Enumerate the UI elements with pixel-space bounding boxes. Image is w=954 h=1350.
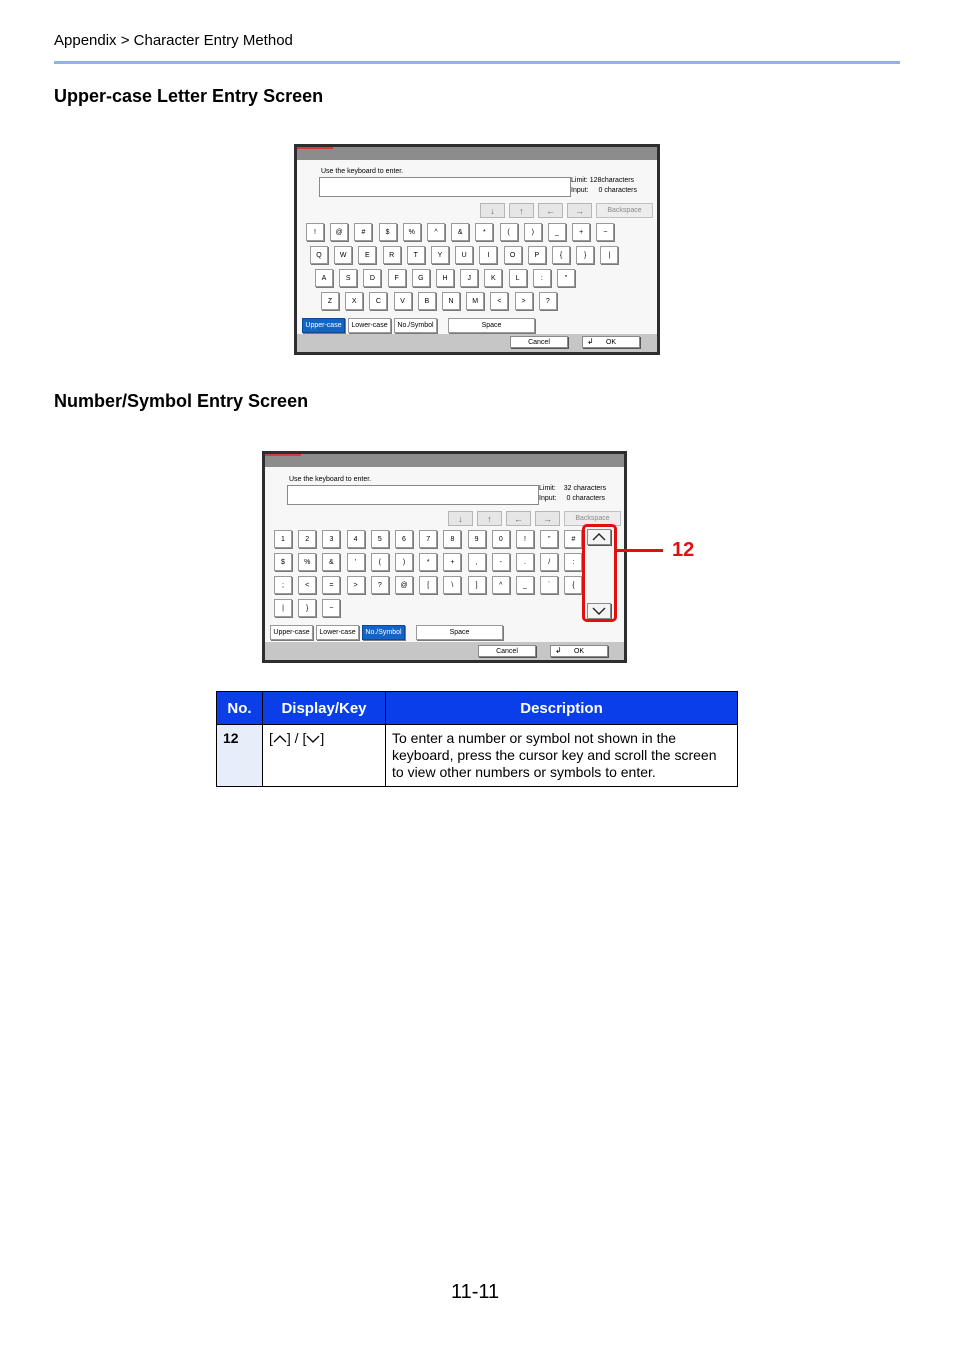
- keyboard-key[interactable]: _: [548, 223, 566, 241]
- keyboard-key[interactable]: F: [388, 269, 406, 287]
- enter-icon: ↲: [555, 646, 562, 655]
- keyboard-key[interactable]: }: [298, 599, 316, 617]
- keyboard-key[interactable]: I: [479, 246, 497, 264]
- row-number: 12: [217, 725, 263, 787]
- keyboard-key[interactable]: *: [475, 223, 493, 241]
- keyboard-key[interactable]: *: [419, 553, 437, 571]
- keyboard-key[interactable]: :: [533, 269, 551, 287]
- keyboard-key[interactable]: ;: [274, 576, 292, 594]
- keyboard-key[interactable]: {: [552, 246, 570, 264]
- keyboard-key[interactable]: K: [484, 269, 502, 287]
- keyboard-key[interactable]: R: [383, 246, 401, 264]
- chevron-down-icon: [306, 734, 320, 743]
- keyboard-key[interactable]: @: [395, 576, 413, 594]
- header-rule: [54, 61, 900, 64]
- keyboard-key[interactable]: {: [564, 576, 582, 594]
- keyboard-key[interactable]: >: [515, 292, 533, 310]
- keyboard-key[interactable]: M: [466, 292, 484, 310]
- ok-button[interactable]: [582, 336, 640, 348]
- keyboard-key[interactable]: ?: [371, 576, 389, 594]
- cursor-left-key[interactable]: ←: [506, 511, 531, 526]
- row-description: To enter a number or symbol not shown in the keyboard, press the cursor key and scroll the screen to view other numbers or symbols to enter.: [386, 725, 738, 787]
- text-input-field[interactable]: [319, 177, 571, 197]
- keyboard-key[interactable]: /: [540, 553, 558, 571]
- panel-header-bar: [265, 454, 624, 467]
- keyboard-key[interactable]: `: [540, 576, 558, 594]
- number-symbol-entry-screen: [262, 451, 627, 663]
- keyboard-key[interactable]: &: [322, 553, 340, 571]
- upper-case-mode-key[interactable]: Upper-case: [302, 318, 345, 333]
- limit-readout: Limit: 128characters: [571, 177, 635, 184]
- keyboard-key[interactable]: $: [379, 223, 397, 241]
- lower-case-mode-key[interactable]: Lower-case: [316, 625, 359, 640]
- header-description: Description: [386, 692, 738, 725]
- cursor-right-key[interactable]: →: [535, 511, 560, 526]
- keyboard-key[interactable]: N: [442, 292, 460, 310]
- upper-case-mode-key[interactable]: Upper-case: [270, 625, 313, 640]
- keyboard-key[interactable]: |: [600, 246, 618, 264]
- keyboard-key[interactable]: <: [490, 292, 508, 310]
- section-title-number-symbol: Number/Symbol Entry Screen: [54, 391, 309, 411]
- description-table: [216, 691, 738, 787]
- keyboard-key[interactable]: 8: [443, 530, 461, 548]
- keyboard-key[interactable]: ": [557, 269, 575, 287]
- cursor-down-key[interactable]: ↓: [448, 511, 473, 526]
- keyboard-key[interactable]: ": [540, 530, 558, 548]
- keyboard-key[interactable]: ~: [596, 223, 614, 241]
- keyboard-key[interactable]: 9: [468, 530, 486, 548]
- keyboard-key[interactable]: S: [339, 269, 357, 287]
- symbol-mode-key[interactable]: No./Symbol: [394, 318, 437, 333]
- keyboard-key[interactable]: %: [403, 223, 421, 241]
- scroll-keys-highlight: [582, 524, 617, 622]
- enter-icon: ↲: [587, 337, 594, 346]
- text-input-field[interactable]: [287, 485, 539, 505]
- lower-case-mode-key[interactable]: Lower-case: [348, 318, 391, 333]
- keyboard-area: [297, 160, 657, 334]
- space-key[interactable]: Space: [416, 625, 503, 640]
- keyboard-key[interactable]: .: [516, 553, 534, 571]
- keyboard-key[interactable]: 1: [274, 530, 292, 548]
- keyboard-key[interactable]: W: [334, 246, 352, 264]
- keyboard-key[interactable]: &: [451, 223, 469, 241]
- keyboard-key[interactable]: (: [500, 223, 518, 241]
- input-readout: Input: 0 characters: [539, 495, 606, 502]
- keyboard-key[interactable]: -: [492, 553, 510, 571]
- panel-footer: [297, 334, 657, 352]
- keyboard-key[interactable]: ): [395, 553, 413, 571]
- keyboard-key[interactable]: #: [354, 223, 372, 241]
- keyboard-key[interactable]: V: [394, 292, 412, 310]
- keyboard-key[interactable]: 3: [322, 530, 340, 548]
- keyboard-key[interactable]: G: [412, 269, 430, 287]
- callout-line: [617, 549, 663, 552]
- keyboard-key[interactable]: ': [347, 553, 365, 571]
- keyboard-key[interactable]: H: [436, 269, 454, 287]
- cursor-down-key[interactable]: ↓: [480, 203, 505, 218]
- keyboard-key[interactable]: :: [564, 553, 582, 571]
- keyboard-key[interactable]: Z: [321, 292, 339, 310]
- page-number: 11-11: [451, 1281, 500, 1303]
- section-title-upper-case: Upper-case Letter Entry Screen: [54, 86, 324, 106]
- keyboard-key[interactable]: +: [443, 553, 461, 571]
- keyboard-key[interactable]: 0: [492, 530, 510, 548]
- chevron-up-icon: [273, 734, 287, 743]
- upper-case-entry-screen: [294, 144, 660, 355]
- keyboard-key[interactable]: >: [347, 576, 365, 594]
- keyboard-key[interactable]: }: [576, 246, 594, 264]
- keyboard-key[interactable]: 7: [419, 530, 437, 548]
- cursor-up-key[interactable]: ↑: [477, 511, 502, 526]
- keyboard-key[interactable]: X: [345, 292, 363, 310]
- keyboard-key[interactable]: D: [363, 269, 381, 287]
- keyboard-key[interactable]: 2: [298, 530, 316, 548]
- keyboard-key[interactable]: L: [509, 269, 527, 287]
- cursor-left-key[interactable]: ←: [538, 203, 563, 218]
- row-display-key: [ ] / [ ]: [263, 725, 386, 787]
- keyboard-key[interactable]: ~: [322, 599, 340, 617]
- keyboard-key[interactable]: +: [572, 223, 590, 241]
- ok-label: OK: [573, 647, 585, 655]
- keyboard-area: [265, 467, 624, 642]
- ok-button[interactable]: [550, 645, 608, 657]
- instruction-text: Use the keyboard to enter.: [321, 168, 404, 175]
- keyboard-key[interactable]: E: [358, 246, 376, 264]
- keyboard-key[interactable]: ]: [468, 576, 486, 594]
- keyboard-key[interactable]: @: [330, 223, 348, 241]
- callout-number: 12: [672, 539, 695, 561]
- keyboard-key[interactable]: A: [315, 269, 333, 287]
- keyboard-key[interactable]: ^: [492, 576, 510, 594]
- keyboard-key[interactable]: =: [322, 576, 340, 594]
- keyboard-key[interactable]: ): [524, 223, 542, 241]
- cursor-right-key[interactable]: →: [567, 203, 592, 218]
- space-key[interactable]: Space: [448, 318, 535, 333]
- keyboard-key[interactable]: J: [460, 269, 478, 287]
- keyboard-key[interactable]: $: [274, 553, 292, 571]
- keyboard-key[interactable]: 5: [371, 530, 389, 548]
- table-row: [217, 725, 738, 787]
- cancel-button[interactable]: Cancel: [478, 645, 536, 657]
- input-readout: Input: 0 characters: [571, 187, 638, 194]
- keyboard-key[interactable]: ?: [539, 292, 557, 310]
- cursor-up-key[interactable]: ↑: [509, 203, 534, 218]
- cancel-button[interactable]: Cancel: [510, 336, 568, 348]
- ok-label: OK: [605, 338, 617, 346]
- keyboard-key[interactable]: [: [419, 576, 437, 594]
- keyboard-key[interactable]: (: [371, 553, 389, 571]
- backspace-key[interactable]: Backspace: [564, 511, 621, 526]
- limit-readout: Limit: 32 characters: [539, 485, 607, 492]
- panel-header-bar: [297, 147, 657, 160]
- keyboard-key[interactable]: #: [564, 530, 582, 548]
- keyboard-key[interactable]: !: [516, 530, 534, 548]
- keyboard-key[interactable]: B: [418, 292, 436, 310]
- keyboard-key[interactable]: 4: [347, 530, 365, 548]
- header-no: No.: [217, 692, 263, 725]
- keyboard-key[interactable]: %: [298, 553, 316, 571]
- backspace-key[interactable]: Backspace: [596, 203, 653, 218]
- keyboard-key[interactable]: ^: [427, 223, 445, 241]
- keyboard-key[interactable]: _: [516, 576, 534, 594]
- header-display-key: Display/Key: [263, 692, 386, 725]
- keyboard-key[interactable]: ,: [468, 553, 486, 571]
- instruction-text: Use the keyboard to enter.: [289, 476, 372, 483]
- keyboard-key[interactable]: |: [274, 599, 292, 617]
- keyboard-key[interactable]: Q: [310, 246, 328, 264]
- keyboard-key[interactable]: 6: [395, 530, 413, 548]
- keyboard-key[interactable]: T: [407, 246, 425, 264]
- keyboard-key[interactable]: C: [369, 292, 387, 310]
- keyboard-key[interactable]: P: [528, 246, 546, 264]
- keyboard-key[interactable]: <: [298, 576, 316, 594]
- panel-footer: [265, 642, 624, 660]
- keyboard-key[interactable]: Y: [431, 246, 449, 264]
- breadcrumb: Appendix > Character Entry Method: [54, 32, 293, 49]
- keyboard-key[interactable]: \: [443, 576, 461, 594]
- keyboard-key[interactable]: O: [504, 246, 522, 264]
- keyboard-key[interactable]: U: [455, 246, 473, 264]
- keyboard-key[interactable]: !: [306, 223, 324, 241]
- symbol-mode-key[interactable]: No./Symbol: [362, 625, 405, 640]
